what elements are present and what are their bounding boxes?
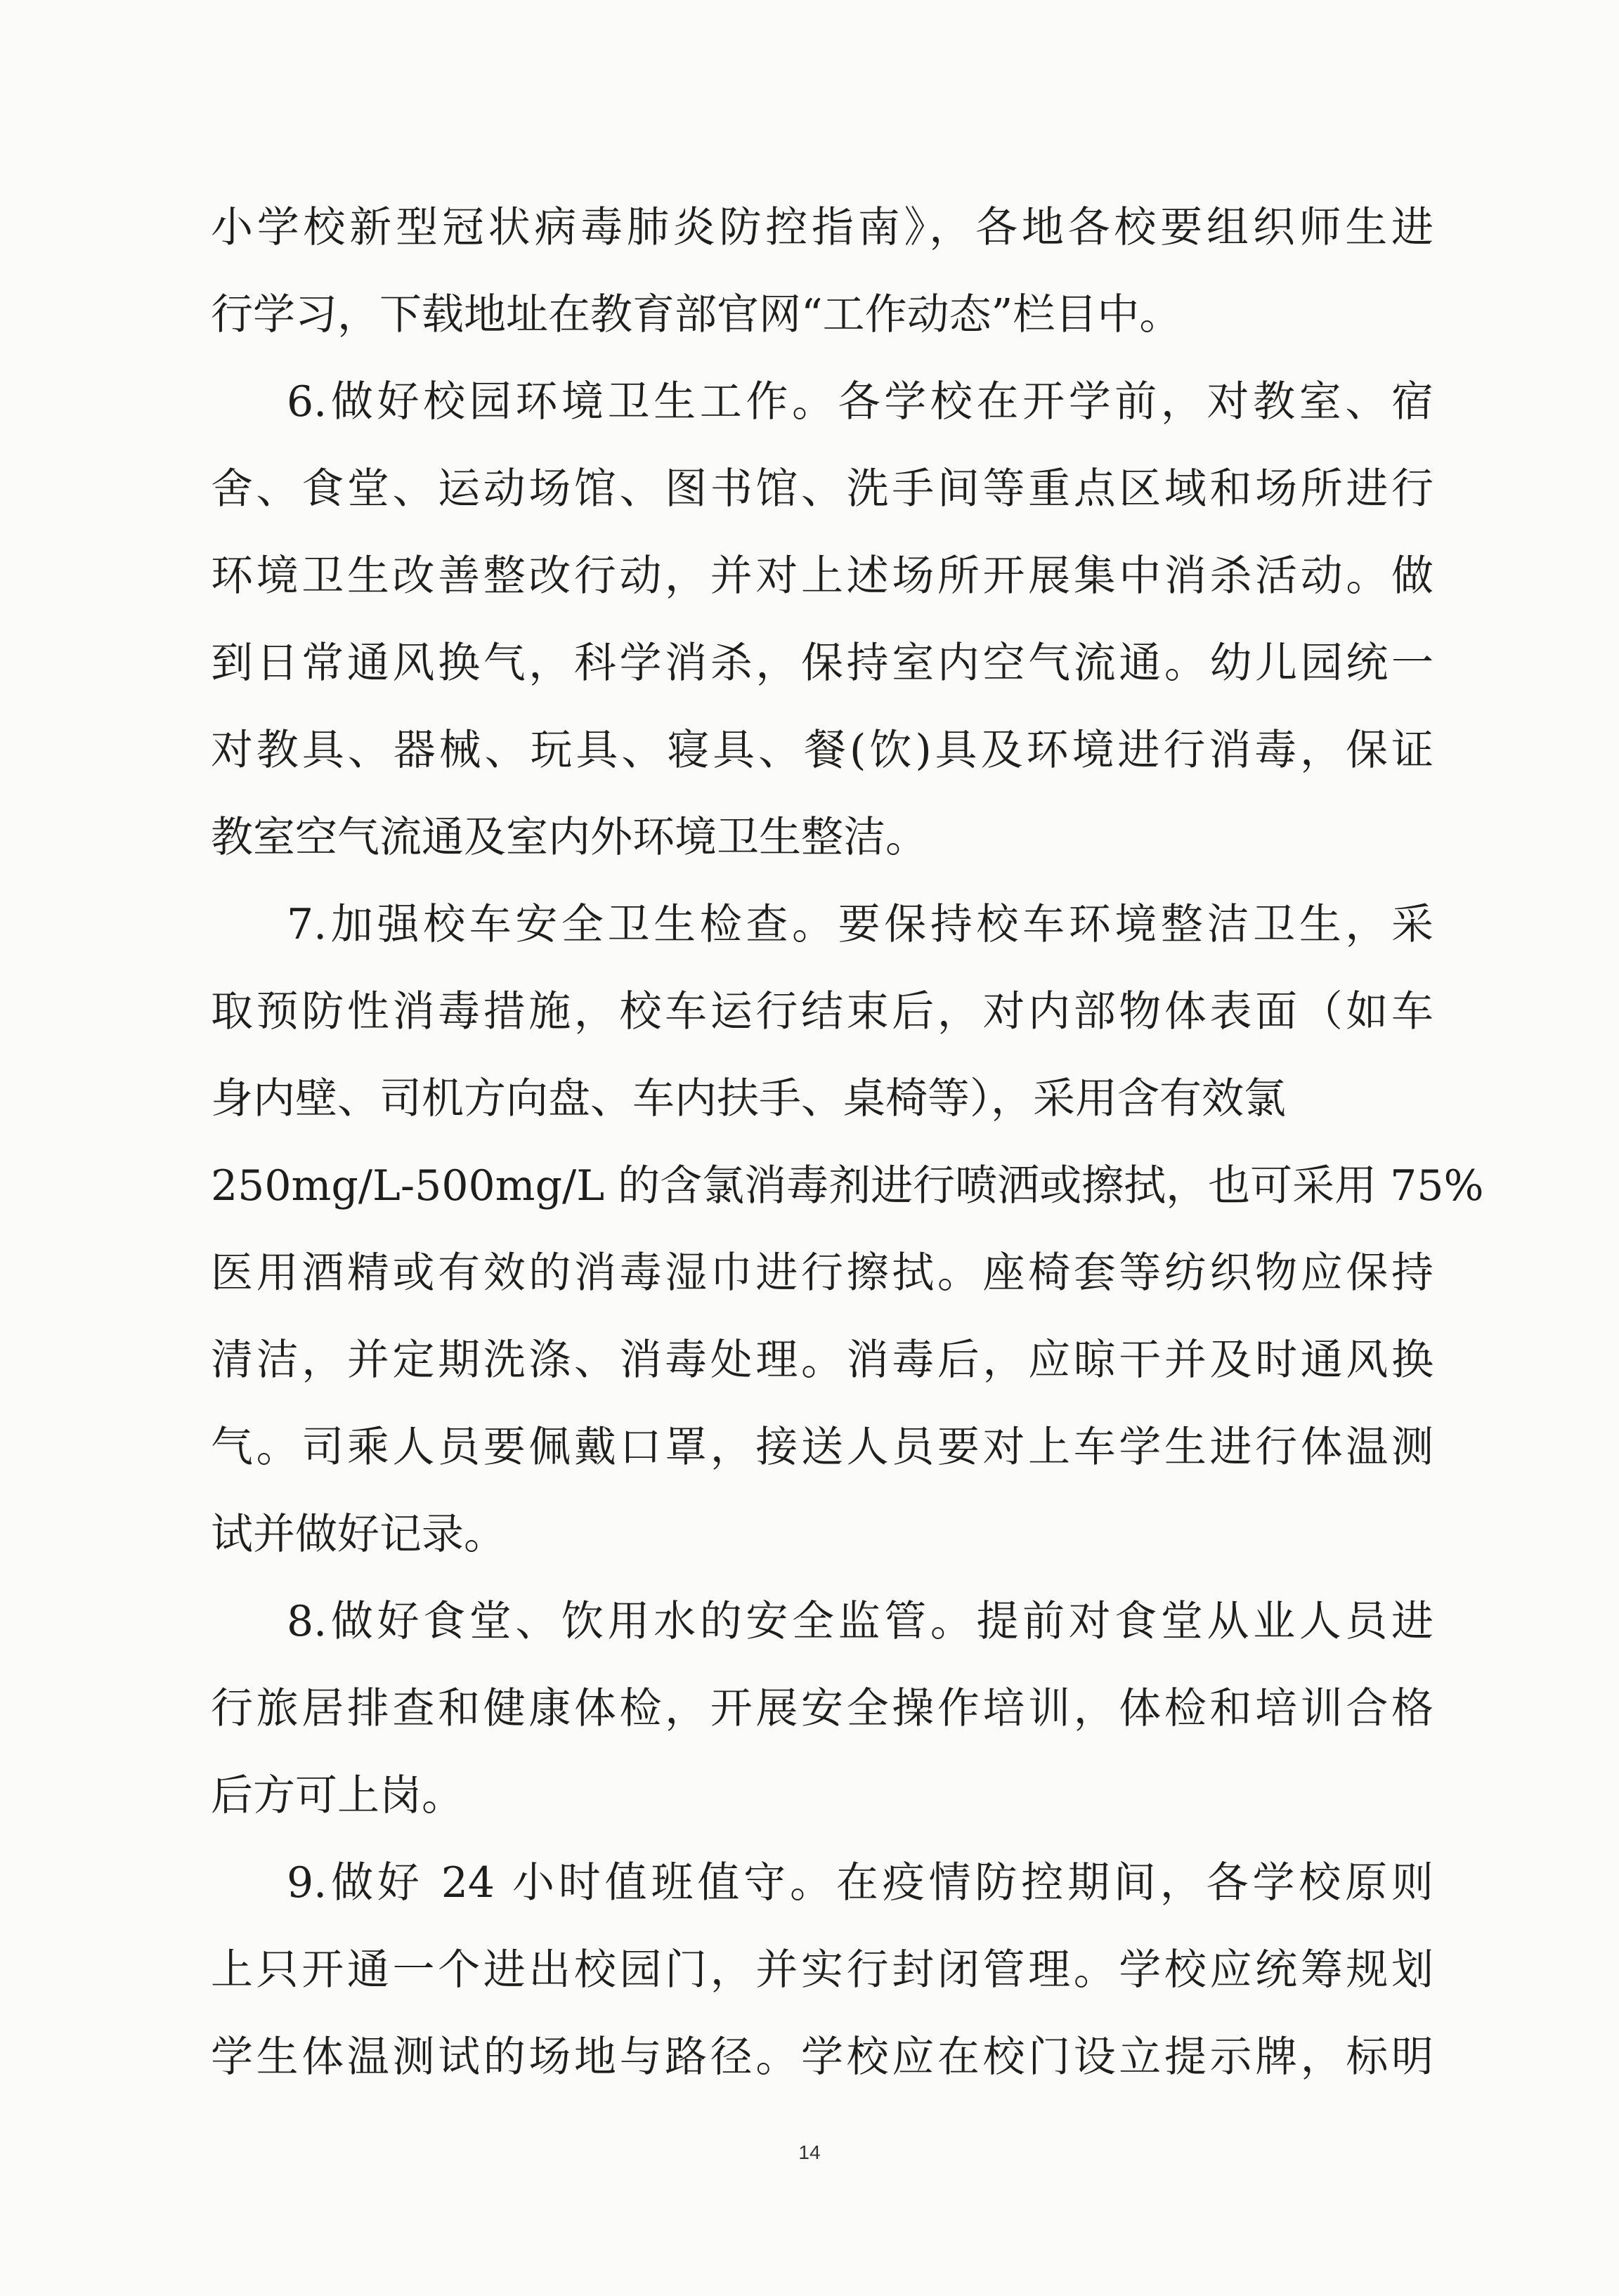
page-number: 14 xyxy=(798,2141,821,2163)
text-line: 到日常通风换气，科学消杀，保持室内空气流通。幼儿园统一 xyxy=(211,639,1433,688)
text-line: 7.加强校车安全卫生检查。要保持校车环境整洁卫生，采 xyxy=(287,900,1433,949)
text-line: 医用酒精或有效的消毒湿巾进行擦拭。座椅套等纺织物应保持 xyxy=(211,1248,1433,1298)
text-line: 试并做好记录。 xyxy=(211,1510,506,1559)
text-line: 清洁，并定期洗涤、消毒处理。消毒后，应晾干并及时通风换 xyxy=(211,1336,1433,1385)
text-line: 取预防性消毒措施，校车运行结束后，对内部物体表面（如车 xyxy=(211,987,1433,1036)
text-line: 后方可上岗。 xyxy=(211,1771,464,1820)
text-line: 环境卫生改善整改行动，并对上述场所开展集中消杀活动。做 xyxy=(211,552,1433,601)
text-line: 对教具、器械、玩具、寝具、餐(饮)具及环境进行消毒，保证 xyxy=(211,726,1433,775)
text-line: 气。司乘人员要佩戴口罩，接送人员要对上车学生进行体温测 xyxy=(211,1423,1433,1472)
text-line: 行旅居排查和健康体检，开展安全操作培训，体检和培训合格 xyxy=(211,1684,1433,1733)
text-line: 250mg/L-500mg/L 的含氯消毒剂进行喷洒或擦拭，也可采用 75% xyxy=(211,1161,1484,1211)
text-line: 舍、食堂、运动场馆、图书馆、洗手间等重点区域和场所进行 xyxy=(211,464,1433,514)
text-line: 9.做好 24 小时值班值守。在疫情防控期间，各学校原则 xyxy=(287,1858,1433,1907)
text-line: 小学校新型冠状病毒肺炎防控指南》，各地各校要组织师生进 xyxy=(211,203,1433,252)
text-line: 学生体温测试的场地与路径。学校应在校门设立提示牌，标明 xyxy=(211,2033,1433,2082)
text-line: 行学习，下载地址在教育部官网“工作动态”栏目中。 xyxy=(211,290,1182,339)
text-line: 身内壁、司机方向盘、车内扶手、桌椅等），采用含有效氯 xyxy=(211,1074,1286,1123)
text-line: 教室空气流通及室内外环境卫生整洁。 xyxy=(211,813,928,862)
text-line: 8.做好食堂、饮用水的安全监管。提前对食堂从业人员进 xyxy=(287,1597,1433,1646)
text-line: 6.做好校园环境卫生工作。各学校在开学前，对教室、宿 xyxy=(287,377,1433,426)
text-line: 上只开通一个进出校园门，并实行封闭管理。学校应统筹规划 xyxy=(211,1945,1433,1995)
